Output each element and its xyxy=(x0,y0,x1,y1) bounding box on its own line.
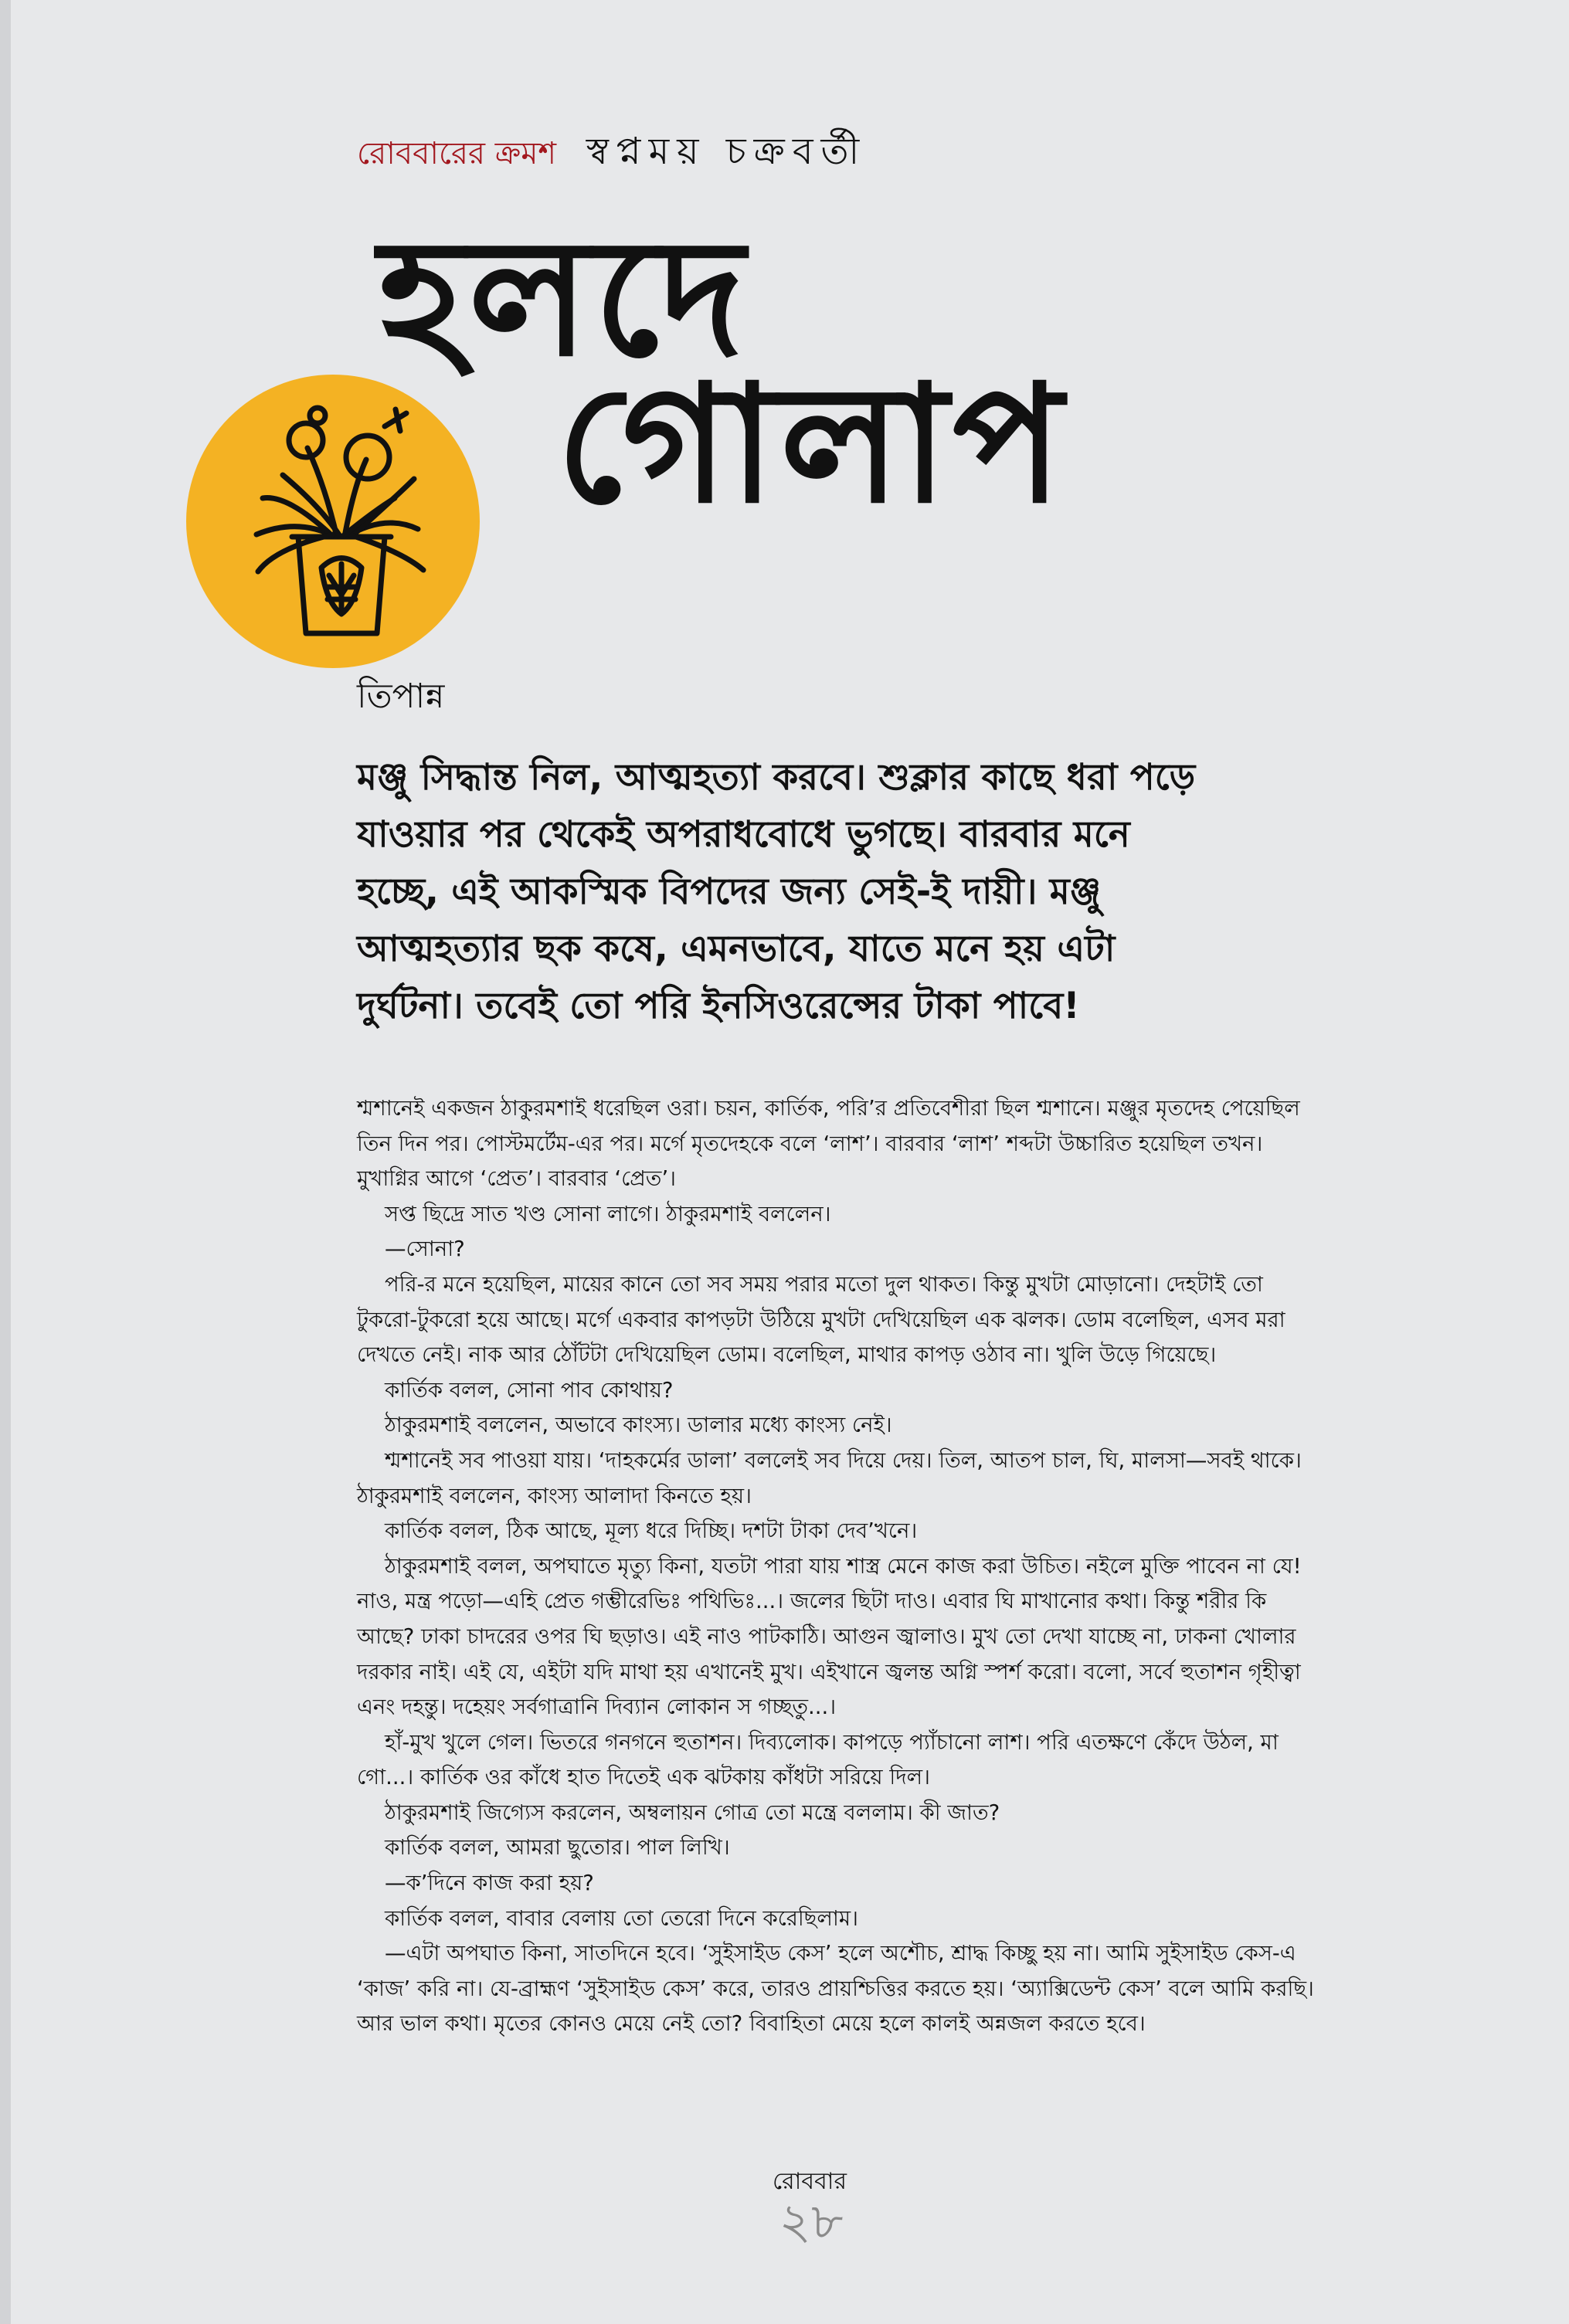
flower-pot-icon xyxy=(182,371,484,672)
story-paragraph: কার্তিক বলল, ঠিক আছে, মূল্য ধরে দিচ্ছি। দশটা টাকা দেব’খনে। xyxy=(385,1518,918,1544)
story-paragraph: শ্মশানেই একজন ঠাকুরমশাই ধরেছিল ওরা। চয়ন, কার্তিক, পরি’র প্রতিবেশীরা ছিল শ্মশানে। মঞ্জুর মৃতদেহ পেয়েছিল তিন দিন পর। পোস্টমর্টেম-এর পর। মর্গে মৃতদেহকে বলে ‘লাশ’। বারবার ‘লাশ’ শব্দটা উচ্চারিত হয়েছিল তখন। মুখাগ্নির আগে ‘প্রেত’। বারবার ‘প্রেত’। xyxy=(357,1096,1300,1192)
intro-line: যাওয়ার পর থেকেই অপরাধবোধে ভুগছে। বারবার মনে xyxy=(357,813,1130,856)
intro-paragraph xyxy=(357,749,1377,1035)
story-body xyxy=(357,1091,1323,2042)
story-paragraph: শ্মশানেই সব পাওয়া যায়। ‘দাহকর্মের ডালা’ বললেই সব দিয়ে দেয়। তিল, আতপ চাল, ঘি, মালসা—সবই থাকে। ঠাকুরমশাই বললেন, কাংস্য আলাদা কিনতে হয়। xyxy=(357,1447,1302,1508)
story-paragraph: —ক’দিনে কাজ করা হয়? xyxy=(385,1871,594,1896)
story-paragraph: ঠাকুরমশাই বললেন, অভাবে কাংস্য। ডালার মধ্যে কাংস্য নেই। xyxy=(385,1413,892,1438)
page-number: ২৮ xyxy=(779,2193,844,2251)
intro-line: আত্মহত্যার ছক কষে, এমনভাবে, যাতে মনে হয় এটা xyxy=(357,928,1116,970)
story-paragraph: কার্তিক বলল, সোনা পাব কোথায়? xyxy=(385,1377,674,1403)
story-paragraph: —সোনা? xyxy=(385,1237,465,1262)
intro-line: দুর্ঘটনা। তবেই তো পরি ইনসিওরেন্সের টাকা পাবে! xyxy=(357,985,1080,1027)
title-line-1: হলদে xyxy=(379,202,749,392)
author-name: স্বপ্নময় চক্রবর্তী xyxy=(586,130,868,173)
story-paragraph: ঠাকুরমশাই জিগ্যেস করলেন, অম্বলায়ন গোত্র তো মন্ত্রে বললাম। কী জাত? xyxy=(385,1800,1000,1825)
footer-magazine-name: রোববার xyxy=(773,2168,847,2195)
intro-line: হচ্ছে, এই আকস্মিক বিপদের জন্য সেই-ই দায়ী। মঞ্জু xyxy=(357,870,1102,913)
story-paragraph: —এটা অপঘাত কিনা, সাতদিনে হবে। ‘সুইসাইড কেস’ হলে অশৌচ, শ্রাদ্ধ কিচ্ছু হয় না। আমি সুইসাইড কেস-এ ‘কাজ’ করি না। যে-ব্রাহ্মণ ‘সুইসাইড কেস’ করে, তারও প্রায়শ্চিত্তির করতে হয়। ‘অ্যাক্সিডেন্ট কেস’ বলে আমি করছি। আর ভাল কথা। মৃতের কোনও মেয়ে নেই তো? বিবাহিতা মেয়ে হলে কালই অন্নজল করতে হবে। xyxy=(357,1941,1314,2037)
page-edge-shadow xyxy=(0,0,11,2324)
story-paragraph: হাঁ-মুখ খুলে গেল। ভিতরে গনগনে হুতাশন। দিব্যলোক। কাপড়ে প্যাঁচানো লাশ। পরি এতক্ষণে কেঁদে উঠল, মা গো...। কার্তিক ওর কাঁধে হাত দিতেই এক ঝটকায় কাঁধটা সরিয়ে দিল। xyxy=(357,1729,1279,1790)
illustrator-credit: তিপান্ন xyxy=(357,677,445,716)
series-label: রোববারের ক্রমশ xyxy=(357,136,557,171)
story-paragraph: পরি-র মনে হয়েছিল, মায়ের কানে তো সব সময় পরার মতো দুল থাকত। কিন্তু মুখটা মোড়ানো। দেহটাই তো টুকরো-টুকরো হয়ে আছে। মর্গে একবার কাপড়টা উঠিয়ে মুখটা দেখিয়েছিল এক ঝলক। ডোম বলেছিল, এসব মরা দেখতে নেই। নাক আর ঠোঁটটা দেখিয়েছিল ডোম। বলেছিল, মাথার কাপড় ওঠাব না। খুলি উড়ে গিয়েছে। xyxy=(357,1271,1285,1368)
story-paragraph: সপ্ত ছিদ্রে সাত খণ্ড সোনা লাগে। ঠাকুরমশাই বললেন। xyxy=(385,1201,831,1226)
title-line-2: গোলাপ xyxy=(556,348,1068,539)
story-paragraph: কার্তিক বলল, আমরা ছুতোর। পাল লিখি। xyxy=(385,1835,730,1861)
intro-line: মঞ্জু সিদ্ধান্ত নিল, আত্মহত্যা করবে। শুক্লার কাছে ধরা পড়ে xyxy=(357,756,1196,799)
header-line xyxy=(357,124,867,185)
story-paragraph: কার্তিক বলল, বাবার বেলায় তো তেরো দিনে করেছিলাম। xyxy=(385,1905,858,1931)
story-paragraph: ঠাকুরমশাই বলল, অপঘাতে মৃত্যু কিনা, যতটা পারা যায় শাস্ত্র মেনে কাজ করা উচিত। নইলে মুক্তি পাবেন না যে! নাও, মন্ত্র পড়ো—এহি প্রেত গম্ভীরেভিঃ পথিভিঃ...। জলের ছিটা দাও। এবার ঘি মাখানোর কথা। কিন্তু শরীর কি আছে? ঢাকা চাদরের ওপর ঘি ছড়াও। এই নাও পাটকাঠি। আগুন জ্বালাও। মুখ তো দেখা যাচ্ছে না, ঢাকনা খোলার দরকার নাই। এই যে, এইটা যদি মাথা হয় এখানেই মুখ। এইখানে জ্বলন্ত অগ্নি স্পর্শ করো। বলো, সর্বে হুতাশন গৃহীত্বা এনং দহন্তু। দহেয়ং সর্বগাত্রানি দিব্যান লোকান স গচ্ছতু...। xyxy=(357,1553,1302,1720)
